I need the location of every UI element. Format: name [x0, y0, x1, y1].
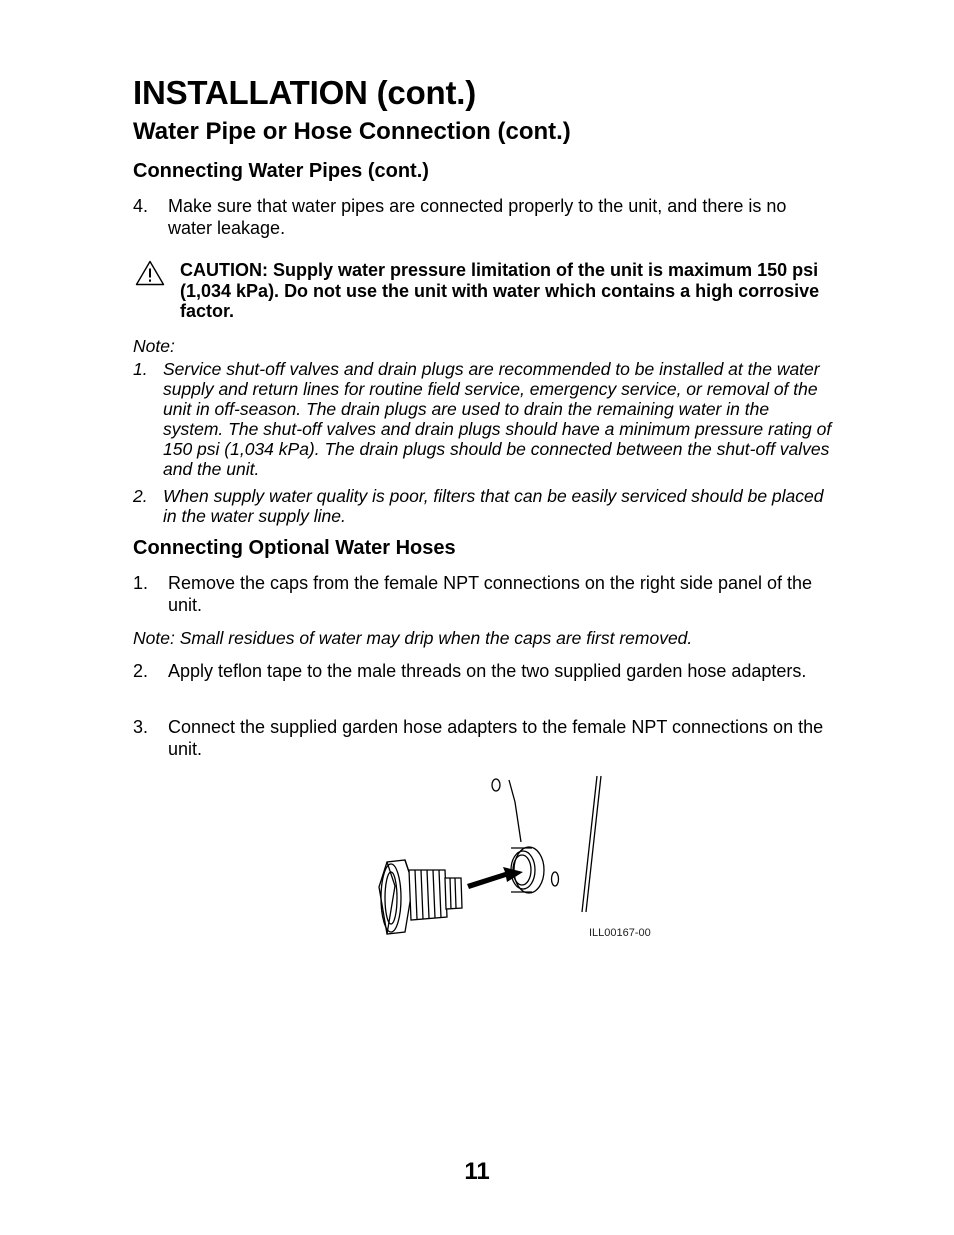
- section-title: Water Pipe or Hose Connection (cont.): [133, 118, 571, 145]
- step-text: Make sure that water pipes are connected properly to the unit, and there is no water leakage.: [168, 196, 787, 238]
- step-number: 2.: [133, 661, 149, 681]
- page-number: 11: [464, 1158, 490, 1185]
- hoses-note: Note: Small residues of water may drip when the caps are first removed.: [133, 628, 693, 648]
- pipes-step-4: [133, 195, 833, 239]
- subsection-hoses-heading: Connecting Optional Water Hoses: [133, 537, 456, 559]
- step-text: Remove the caps from the female NPT connections on the right side panel of the unit.: [168, 573, 813, 615]
- note-text: When supply water quality is poor, filters that can be easily serviced should be placed in the water supply line.: [163, 486, 824, 526]
- step-text: Apply teflon tape to the male threads on the two supplied garden hose adapters.: [168, 661, 807, 681]
- caution-block: [133, 260, 833, 322]
- figure-code: ILL00167-00: [589, 927, 651, 939]
- note-number: 2.: [133, 486, 148, 506]
- note-item-1: [133, 359, 833, 479]
- hoses-step-2: [133, 660, 833, 682]
- note-number: 1.: [133, 359, 148, 379]
- page-title: INSTALLATION (cont.): [133, 74, 477, 111]
- step-number: 1.: [133, 573, 149, 593]
- note-text: Service shut-off valves and drain plugs are recommended to be installed at the water supply and return lines for routine field service, emergency service, or removal of the unit in off-season. The drain plugs are used to drain the remaining water in the system. The shut-off valves and drain plugs should have a minimum pressure rating of 150 psi (1,034 kPa). The drain plugs should be connected between the shut-off valves and the unit.: [163, 359, 832, 479]
- caution-text: CAUTION: Supply water pressure limitation of the unit is maximum 150 psi (1,034 kPa). Do not use the unit with water which contains a high corrosive factor.: [180, 260, 820, 321]
- hoses-step-3: [133, 716, 833, 760]
- note-item-2: [133, 486, 833, 526]
- step-text: Connect the supplied garden hose adapters to the female NPT connections on the unit.: [168, 717, 824, 759]
- step-number: 4.: [133, 196, 149, 216]
- hoses-step-1: [133, 572, 833, 616]
- step-number: 3.: [133, 717, 149, 737]
- subsection-pipes-heading: Connecting Water Pipes (cont.): [133, 160, 429, 182]
- note-label: Note:: [133, 336, 175, 356]
- warning-triangle-icon: [135, 260, 165, 286]
- hose-adapter-illustration: [365, 772, 665, 952]
